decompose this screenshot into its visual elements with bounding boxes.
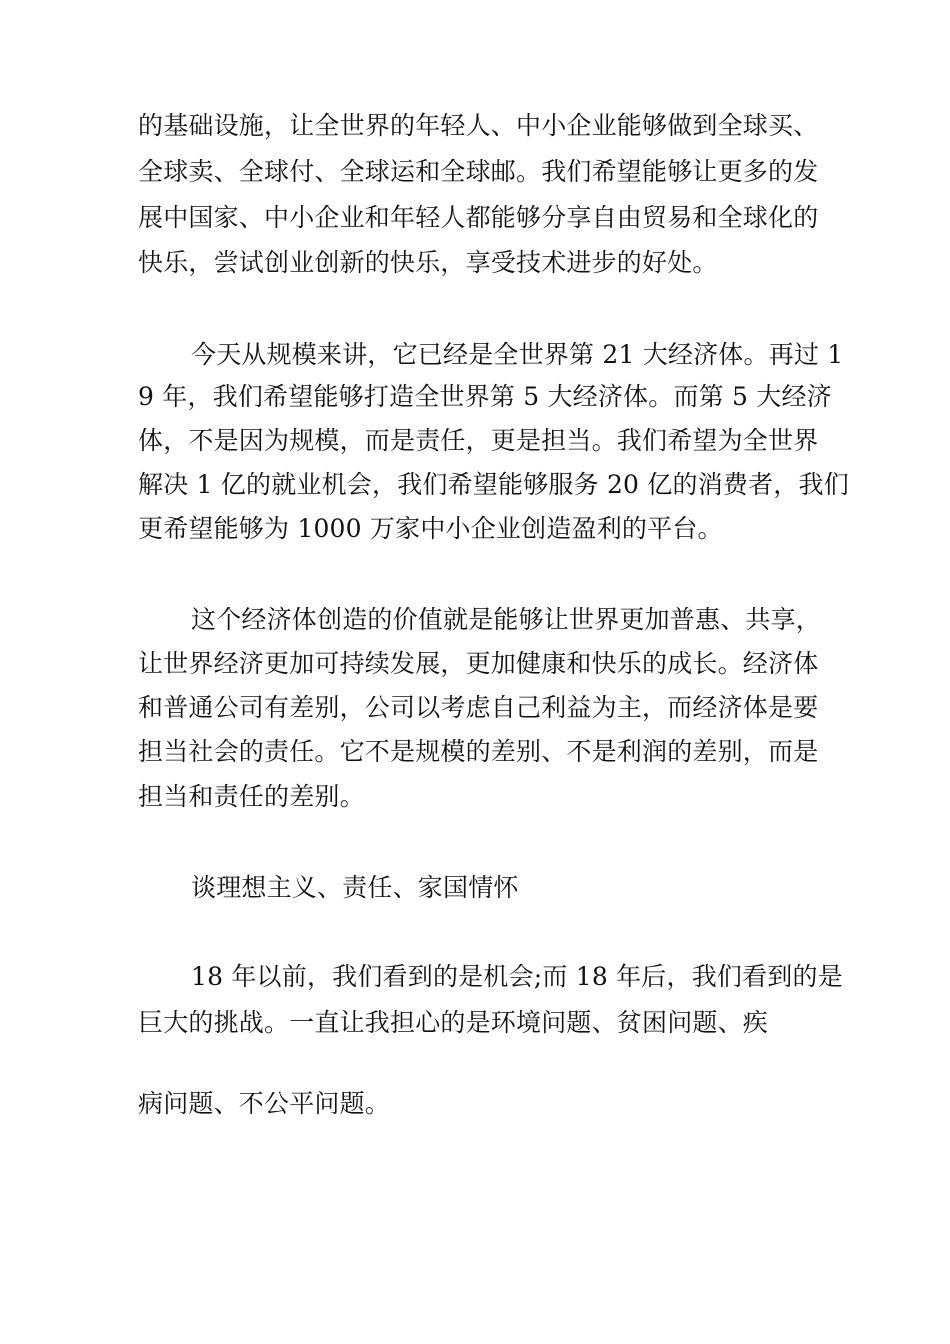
paragraph-2-line-5: 更希望能够为 1000 万家中小企业创造盈利的平台。 [138, 514, 723, 543]
paragraph-4-line-1: 18 年以前，我们看到的是机会;而 18 年后，我们看到的是 [191, 962, 843, 991]
paragraph-3-line-2: 让世界经济更加可持续发展，更加健康和快乐的成长。经济体 [138, 649, 819, 678]
paragraph-2-line-3: 体，不是因为规模，而是责任，更是担当。我们希望为全世界 [138, 426, 819, 455]
paragraph-3-line-5: 担当和责任的差别。 [138, 782, 365, 811]
paragraph-1-line-1: 的基础设施，让全世界的年轻人、中小企业能够做到全球买、 [138, 111, 819, 140]
paragraph-3-line-3: 和普通公司有差别，公司以考虑自己利益为主，而经济体是要 [138, 693, 819, 722]
paragraph-4-line-2: 巨大的挑战。一直让我担心的是环境问题、贫困问题、疾 [138, 1008, 769, 1037]
paragraph-4-line-3: 病问题、不公平问题。 [138, 1089, 391, 1118]
paragraph-2-line-2: 9 年，我们希望能够打造全世界第 5 大经济体。而第 5 大经济 [138, 382, 832, 411]
paragraph-2-line-4: 解决 1 亿的就业机会，我们希望能够服务 20 亿的消费者，我们 [138, 470, 849, 499]
paragraph-1-line-3: 展中国家、中小企业和年轻人都能够分享自由贸易和全球化的 [138, 203, 819, 232]
paragraph-3-line-1: 这个经济体创造的价值就是能够让世界更加普惠、共享， [191, 605, 822, 634]
paragraph-1-line-2: 全球卖、全球付、全球运和全球邮。我们希望能够让更多的发 [138, 157, 819, 186]
paragraph-3-line-4: 担当社会的责任。它不是规模的差别、不是利润的差别，而是 [138, 737, 819, 766]
paragraph-1-line-4: 快乐，尝试创业创新的快乐，享受技术进步的好处。 [138, 248, 718, 277]
paragraph-2-line-1: 今天从规模来讲，它已经是全世界第 21 大经济体。再过 1 [191, 340, 844, 369]
section-heading: 谈理想主义、责任、家国情怀 [191, 873, 519, 902]
